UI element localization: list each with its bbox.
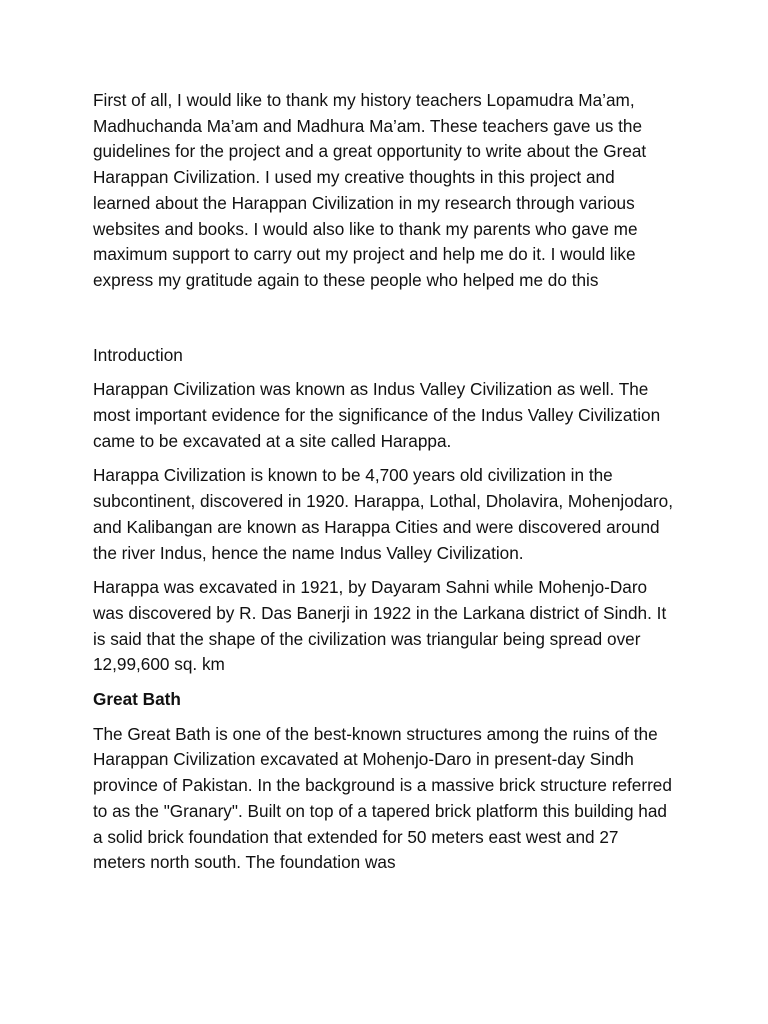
great-bath-heading: Great Bath bbox=[93, 689, 181, 710]
introduction-paragraph: Harappan Civilization was known as Indus Valley Civilization as well. The most important evidence for the significance of the Indus Valley Civilization came to be excavated at a site called Harappa. bbox=[93, 379, 661, 451]
great-bath-paragraph: The Great Bath is one of the best-known structures among the ruins of the Harappan Civilization excavated at Mohenjo-Daro in present-day Sindh province of Pakistan. In the background is a massive brick structure referred to as the "Granary". Built on top of a tapered brick platform this building had a solid brick foundation that extended for 50 meters east west and 27 meters north south. The foundation was bbox=[93, 723, 672, 873]
introduction-paragraph: Harappa Civilization is known to be 4,700 years old civilization in the subcontinent, discovered in 1920. Harappa, Lothal, Dholavira, Mohenjodaro, and Kalibangan are known as Harappa Cities and were discovered around the river Indus, hence the name Indus Valley Civilization. bbox=[93, 465, 673, 563]
introduction-paragraph: Harappa was excavated in 1921, by Dayaram Sahni while Mohenjo-Daro was discovered by R. Das Banerji in 1922 in the Larkana district of Sindh. It is said that the shape of the civilization was triangular being spread over 12,99,600 sq. km bbox=[93, 577, 667, 675]
introduction-heading: Introduction bbox=[93, 344, 183, 365]
acknowledgement-paragraph: First of all, I would like to thank my history teachers Lopamudra Ma’am, Madhuchanda Ma’am and Madhura Ma’am. These teachers gave us the guidelines for the project and a great opportunity to write about the Great Harappan Civilization. I used my creative thoughts in this project and learned about the Harappan Civilization in my research through various websites and books. I would also like to thank my parents who gave me maximum support to carry out my project and help me do it. I would like express my gratitude again to these people who helped me do this bbox=[93, 90, 647, 290]
document-body bbox=[93, 88, 673, 885]
